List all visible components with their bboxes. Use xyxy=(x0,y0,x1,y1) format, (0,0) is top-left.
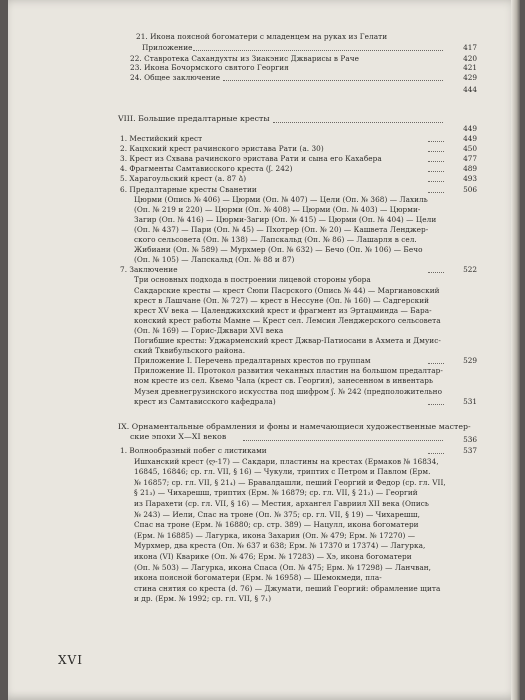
toc-page: 493 xyxy=(463,174,477,184)
page-folio: XVI xyxy=(58,653,83,667)
toc-line: § 21₃) — Чихарешш, триптих (Ерм. № 16879; ср. гл. VII, § 21₂) — Георгий xyxy=(134,488,418,498)
toc-line: (Оп. № 169) — Горис-Джвари XVI века xyxy=(134,325,284,335)
toc-entry-24: 24. Общее заключение xyxy=(130,73,221,82)
toc-line: Ишханский крест (ღ-17) — Сакдари, пластины на крестах (Ермаков № 16834, xyxy=(134,456,439,466)
toc-line: из Парахети (ср. гл. VII, § 16) — Местия, архангел Гавриил XII века (Опись xyxy=(134,499,429,508)
toc-page: 537 xyxy=(463,446,477,455)
toc-line: (Оп. № 105) — Лапскальд (Оп. № 88 и 87) xyxy=(134,255,295,265)
toc-line: № 243) — Иели, Спас на троне (Оп. № 375; ср. гл. VII, § 19) — Чихарешш, xyxy=(134,509,420,519)
toc-line: 5. Харагоульский крест (а. 87 ձ) xyxy=(120,174,247,184)
toc-line: ном кресте из сел. Квемо Чала (крест св. Георгия), занесенном в инвентарь xyxy=(134,376,433,386)
toc-line: Спас на троне (Ерм. № 16880; ср. стр. 389) — Нацулл, икона богоматери xyxy=(134,520,419,530)
toc-page: 489 xyxy=(463,164,477,174)
toc-line: конский крест работы Мамне — Крест сел. Лемсия Ленджерского сельсовета xyxy=(134,315,441,325)
toc-line: Жибиани (Оп. № 589) — Мурхмер (Оп. № 632) — Бечо (Оп. № 106) — Бечо xyxy=(134,245,423,255)
toc-line: стина снятия со креста (ძ. 76) — Джумати, пеший Георгий: обрамление щита xyxy=(134,583,441,593)
toc-line: Погибшие кресты: Уджарменский крест Джвар-Патиосани в Ахмета и Дмуис- xyxy=(134,336,441,345)
toc-page: 450 xyxy=(463,144,477,154)
toc-line: (Оп. № 219 и 220) — Цюрми (Оп. № 408) — Цюрми (Оп. № 403) — Цюрми- xyxy=(134,204,421,214)
toc-entry-appendix: Приложение xyxy=(142,43,193,52)
toc-line: 4. Фрагменты Самтависского креста (ʃ. 242) xyxy=(120,164,293,174)
toc-line: Сакдарские кресты — крест Сюпи Пасрского (Опись № 44) — Маргиановский xyxy=(134,285,440,295)
toc-line: 6. Предалтарные кресты Сванетии xyxy=(120,184,257,194)
toc-line: крест из Самтависского кафедрала) xyxy=(134,396,276,406)
toc-line: № 16857; ср. гл. VII, § 21₄) — Бравалдашли, пеший Георгий и Федор (ср. гл. VII, xyxy=(134,477,446,487)
section-title-ix: IX. Орнаментальные обрамления и фоны и намечающиеся художественные мастер- xyxy=(118,422,471,431)
book-page xyxy=(8,0,520,700)
toc-page: 449 xyxy=(463,124,477,133)
toc-line: 3. Крест из Схвава рачинского эристава Рати и сына его Кахабера xyxy=(120,154,382,164)
toc-line: (Оп. № 503) — Лагурка, икона Спаса (Оп. № 475; Ерм. № 17298) — Ланчван, xyxy=(134,562,432,572)
page-gutter xyxy=(511,0,520,700)
toc-line: 1. Местийский крест xyxy=(120,134,203,143)
toc-line: и др. (Ерм. № 1992; ср. гл. VII, § 7₁) xyxy=(134,594,272,604)
toc-line: ского сельсовета (Оп. № 138) — Лапскальд (Оп. № 86) — Лашарля в сел. xyxy=(134,235,417,244)
toc-line: икона (VI) Кварике (Оп. № 476; Ерм. № 17283) — Хэ, икона богоматери xyxy=(134,552,412,561)
toc-page: 420 xyxy=(463,54,477,63)
toc-page: 417 xyxy=(463,43,477,52)
section-title-ix-cont: ские эпохи X—XI веков xyxy=(130,432,227,441)
toc-page: 444 xyxy=(463,85,477,94)
toc-line: Музея древнегрузинского искусства под шифром ʃ. № 242 (предположительно xyxy=(134,386,443,396)
toc-entry-22: 22. Ставротека Сахандухты из Зиакэнис Джварисы в Раче xyxy=(130,54,360,63)
toc-page: 531 xyxy=(463,396,477,406)
toc-line: 16845, 16846; ср. гл. VII, § 16) — Чукули, триптих с Петром и Павлом (Ерм. xyxy=(134,467,431,477)
toc-line: Приложение II. Протокол развития чеканных пластин на большом предалтар- xyxy=(134,366,443,376)
toc-line: икона поясной богоматери (Ерм. № 16958) — Шемокмеди, пла- xyxy=(134,573,382,583)
toc-page: 529 xyxy=(463,356,477,366)
toc-line: (Ерм. № 16885) — Лагурка, икона Захария (Оп. № 479; Ерм. № 17270) — xyxy=(134,530,416,540)
toc-line: 7. Заключение xyxy=(120,265,178,275)
toc-line: крест в Лашчане (Оп. № 727) — крест в Нессуне (Оп. № 160) — Садгерский xyxy=(134,295,430,305)
toc-page: 449 xyxy=(463,134,477,143)
toc-page: 429 xyxy=(463,73,477,82)
toc-line: Приложение I. Перечень предалтарных крестов по группам xyxy=(134,356,371,366)
toc-page: 506 xyxy=(463,184,477,194)
toc-line: Три основных подхода в построении лицевой стороны убора xyxy=(134,275,371,285)
toc-page: 536 xyxy=(463,435,477,444)
toc-page: 477 xyxy=(463,154,477,164)
toc-line: Мурхмер, два креста (Оп. № 637 и 638; Ерм. № 17370 и 17374) — Лагурка, xyxy=(134,541,426,551)
toc-line: крест XV века — Цаленджихский крест и фрагмент из Эртацминда — Бара- xyxy=(134,305,432,315)
section-title-viii: VIII. Большие предалтарные кресты xyxy=(118,114,270,123)
toc-page: 421 xyxy=(463,63,477,72)
toc-entry-21: 21. Икона поясной богоматери с младенцем на руках из Гелати xyxy=(136,32,388,41)
toc-line: ский Тквибульского района. xyxy=(134,346,246,356)
toc-line: 1. Волнообразный побег с листиками xyxy=(120,446,267,455)
toc-line: 2. Кацхский крест рачинского эристава Рати (а. 30) xyxy=(120,144,324,154)
toc-entry-23: 23. Икона Бочормского святого Георгия xyxy=(130,63,289,72)
toc-line: Цюрми (Опись № 406) — Цюрми (Оп. № 407) — Цели (Оп. № 368) — Лахиль xyxy=(134,194,428,204)
toc-line: Загир (Оп. № 416) — Цюрми-Загир (Оп. № 415) — Цюрми (Оп. № 404) — Цели xyxy=(134,214,437,224)
toc-page: 522 xyxy=(463,265,477,275)
toc-line: (Оп. № 437) — Пари (Оп. № 45) — Пхотрер (Оп. № 20) — Кашвета Ленджер- xyxy=(134,224,429,234)
